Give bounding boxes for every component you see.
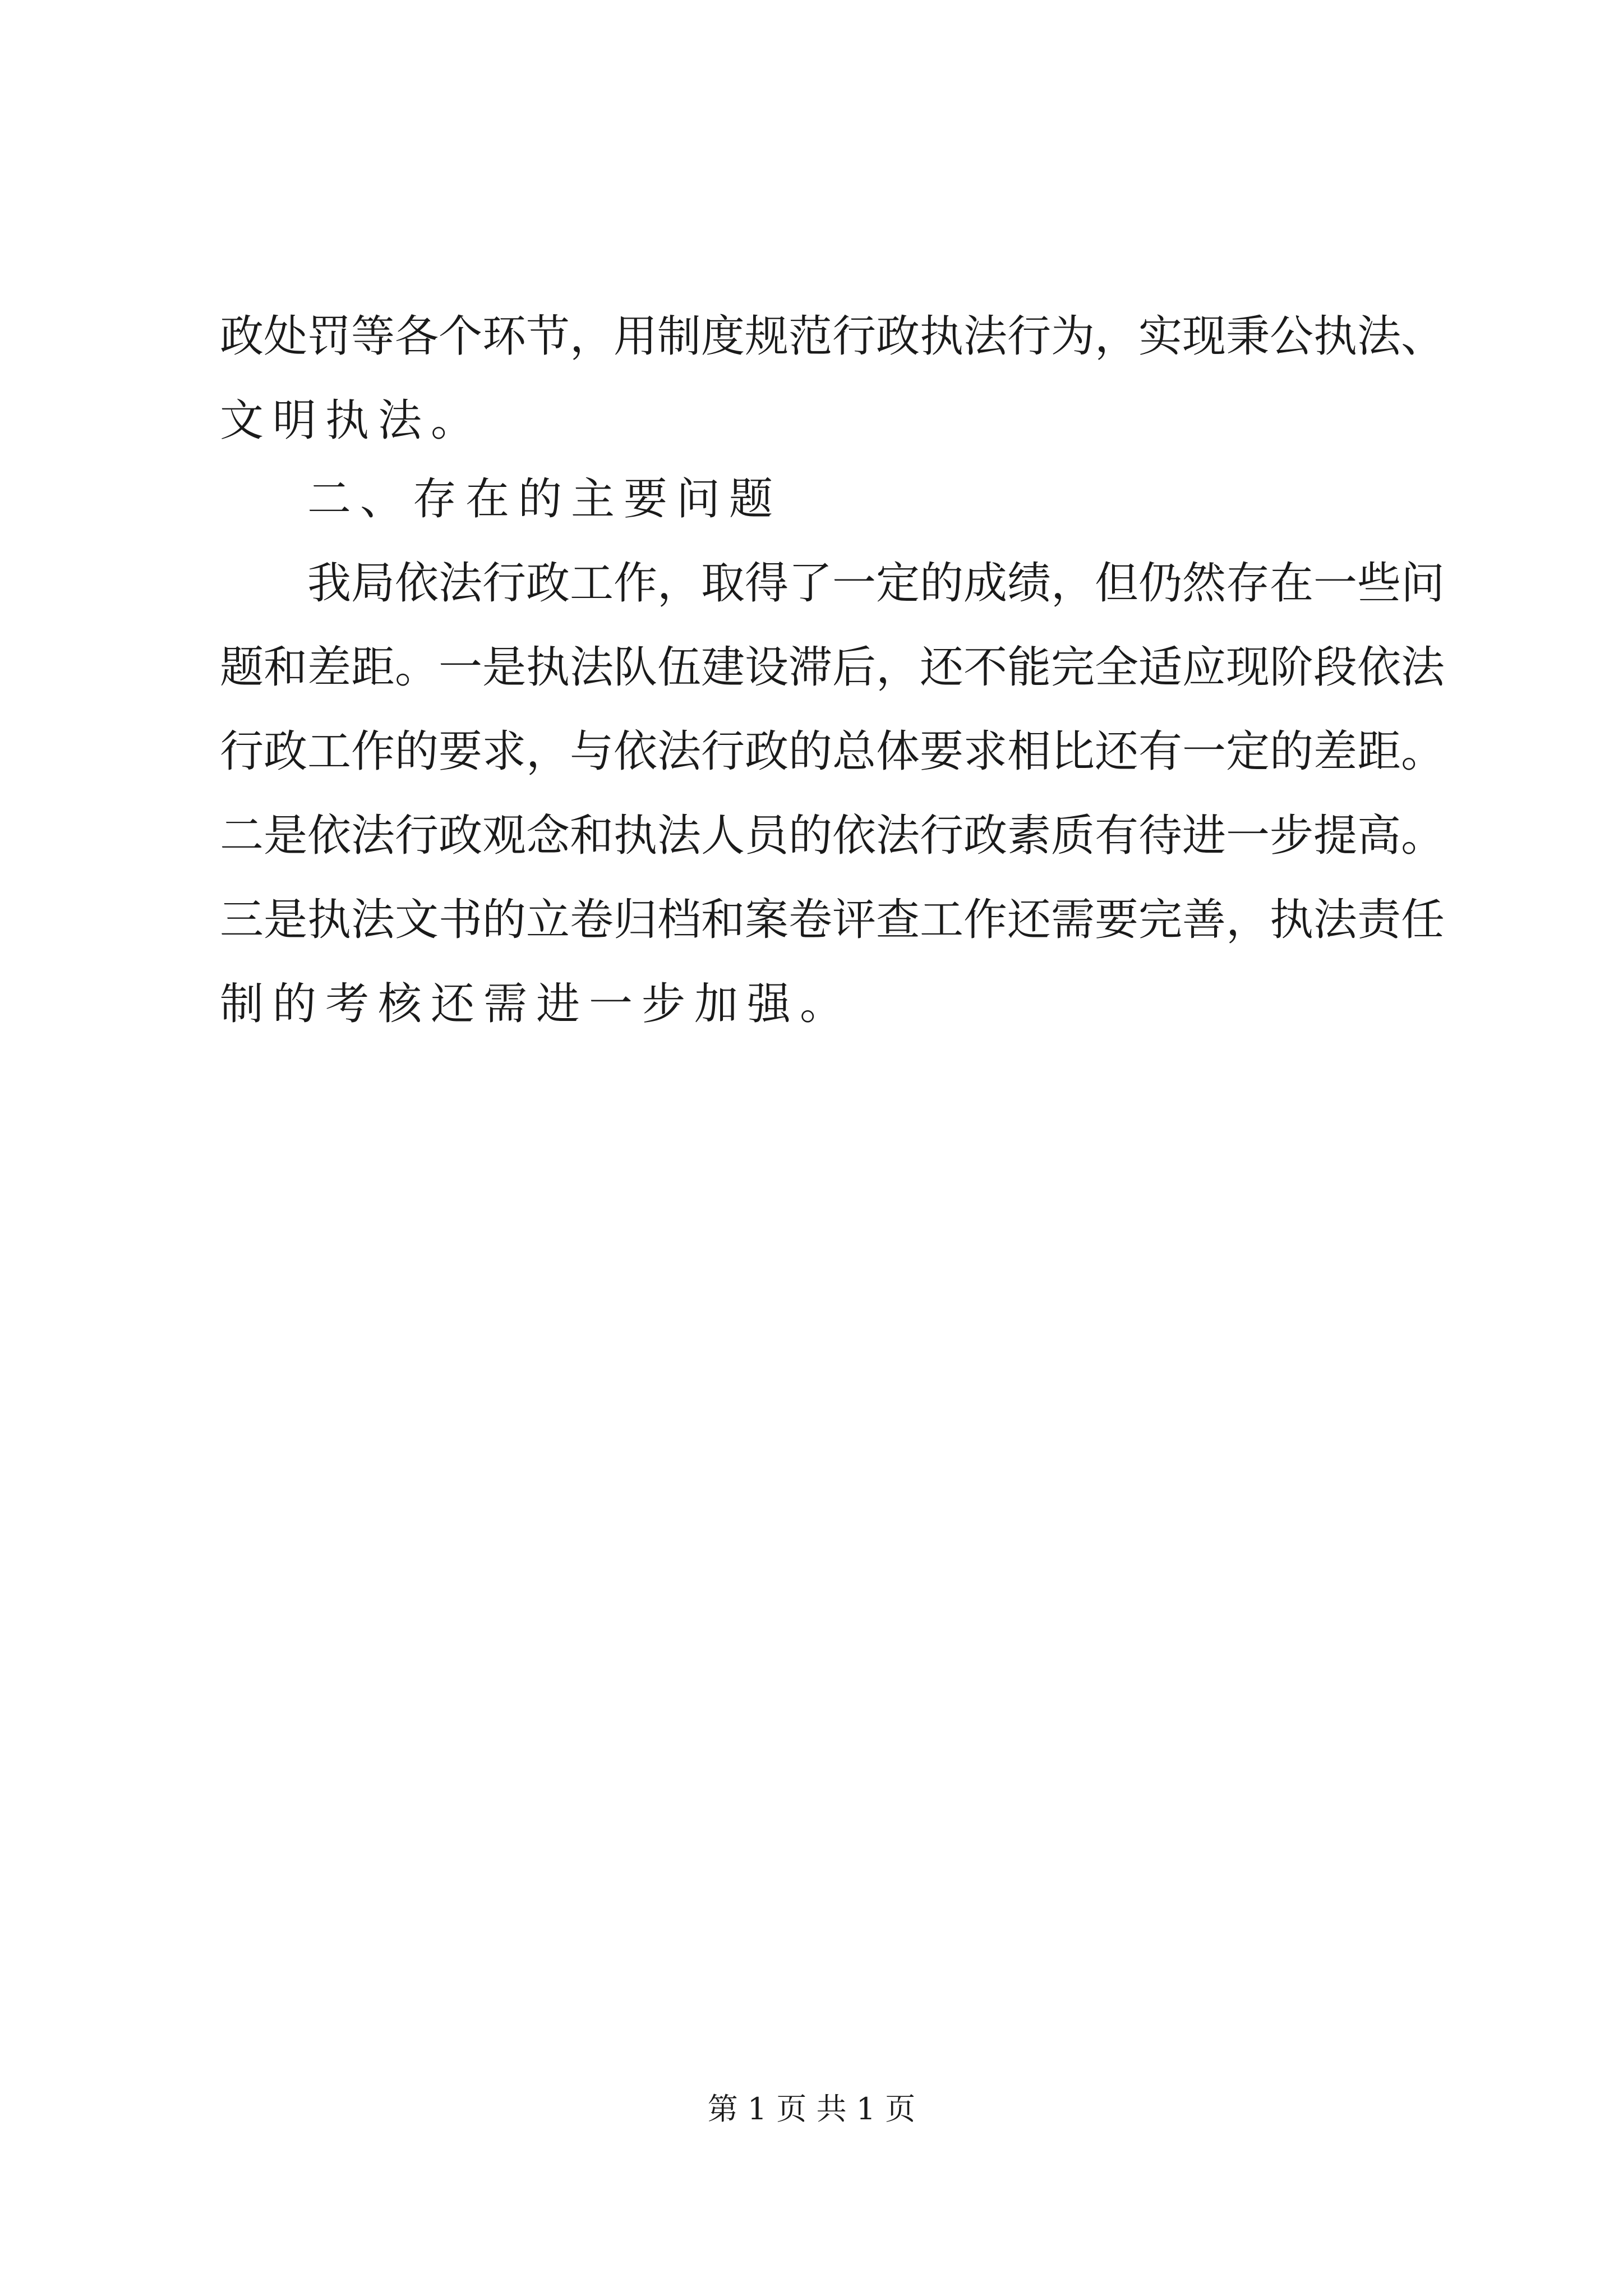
paragraph-line: 政处罚等各个环节，用制度规范行政执法行为，实现秉公执法、	[220, 311, 1445, 362]
paragraph-line: 我局依法行政工作，取得了一定的成绩，但仍然存在一些问	[307, 558, 1445, 609]
section-heading: 二、存在的主要问题	[307, 474, 782, 524]
page-number-footer: 第 1 页 共 1 页	[707, 2091, 916, 2127]
paragraph-line: 二是依法行政观念和执法人员的依法行政素质有待进一步提高。	[220, 811, 1445, 861]
paragraph-line: 三是执法文书的立卷归档和案卷评查工作还需要完善，执法责任	[220, 895, 1445, 945]
paragraph-line: 文明执法。	[220, 395, 484, 446]
paragraph-line: 题和差距。一是执法队伍建设滞后，还不能完全适应现阶段依法	[220, 642, 1445, 693]
paragraph-line: 行政工作的要求，与依法行政的总体要求相比还有一定的差距。	[220, 726, 1445, 777]
paragraph-line: 制的考核还需进一步加强。	[220, 979, 853, 1029]
